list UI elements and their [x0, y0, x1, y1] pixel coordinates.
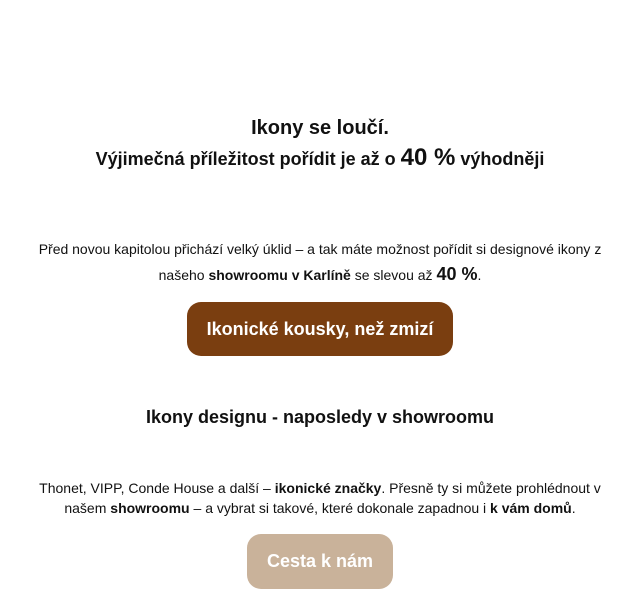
brands-iconic-brands: ikonické značky [274, 480, 382, 496]
intro-text-1: Před novou kapitolou přichází velký úklid – a tak máte možnost pořídit si designové ikony z našeho [38, 241, 602, 283]
hero-subtitle [0, 144, 640, 173]
hero-subtitle-post: výhodněji [455, 149, 545, 169]
intro-showroom-location: showroomu v Karlíně [208, 267, 351, 283]
intro-text-3: . [477, 267, 482, 283]
intro-paragraph [30, 237, 610, 288]
intro-discount: 40 % [436, 264, 478, 284]
section-title: Ikony designu - naposledy v showroomu [145, 407, 495, 427]
hero-title: Ikony se loučí. [251, 117, 389, 139]
iconic-pieces-button[interactable]: Ikonické kousky, než zmizí [187, 302, 453, 356]
brands-text-1: Thonet, VIPP, Conde House a další – [39, 480, 275, 496]
brands-paragraph [30, 478, 610, 518]
brands-text-3: – a vybrat si takové, které dokonale zapadnou i [189, 500, 491, 516]
hero-subtitle-discount: 40 % [400, 144, 456, 171]
brands-showroom: showroomu [110, 500, 190, 516]
directions-button[interactable]: Cesta k nám [247, 534, 393, 589]
brands-text-2: . Přesně ty si můžete prohlédnout v našem [64, 480, 601, 516]
brands-text-4: . [571, 500, 576, 516]
hero-subtitle-pre: Výjimečná příležitost pořídit je až o [95, 149, 401, 169]
intro-text-2: se slevou až [350, 267, 437, 283]
brands-to-your-home: k vám domů [490, 500, 572, 516]
